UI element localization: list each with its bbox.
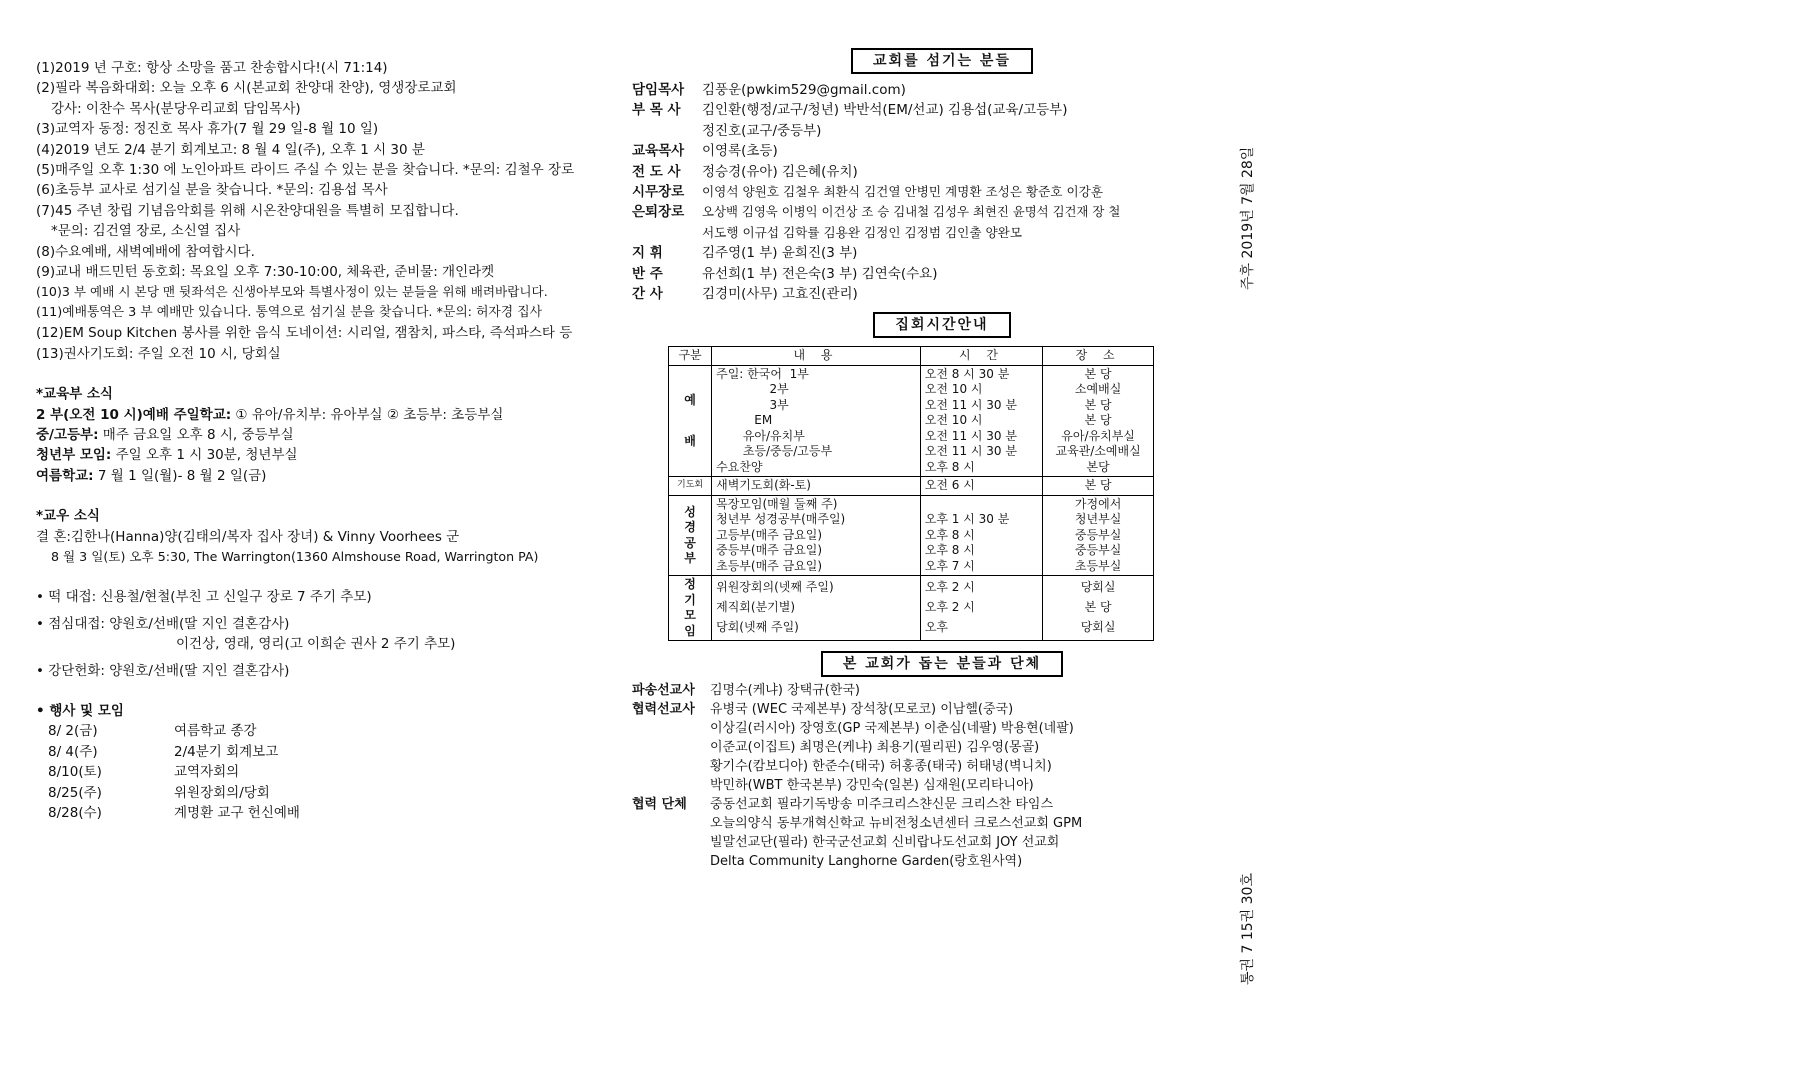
missions-row-continued: 이준교(이집트) 최명은(케냐) 최용기(필리핀) 김우영(몽골) [710,740,1040,756]
schedule-row-worship [669,365,1154,477]
staff-row: 은퇴장로 오상백 김영욱 이병익 이건상 조 승 김내철 김성우 최현진 윤명석 김건재 장 철 [632,204,1121,221]
missions-row-continued: 박민하(WBT 한국본부) 강민숙(일본) 심재원(모리타니아) [710,778,1034,794]
missions-row-continued: Delta Community Langhorne Garden(랑호원사역) [710,854,1023,870]
rice-cake-offering: • 떡 대접: 신용철/현철(부친 고 신일구 장로 7 주기 추모) [36,589,372,606]
education-item: 여름학교: 7 월 1 일(월)- 8 월 2 일(금) [36,467,267,484]
wedding-line: 결 혼:김한나(Hanna)양(김태의/복자 집사 장녀) & Vinny Voorhees 군 [36,528,460,545]
regular-meetings-content: 위원장회의(넷째 주일) 제직회(분기별) 당회(넷째 주일) [712,576,921,641]
announcement-item: (13)권사기도회: 주일 오전 10 시, 당회실 [36,345,281,362]
lunch-offering: 이건상, 영래, 영리(고 이희순 권사 2 주기 추모) [176,636,456,653]
education-item: 중/고등부: 매주 금요일 오후 8 시, 중등부실 [36,426,294,443]
bible-study-time: 오후 1 시 30 분 오후 8 시 오후 8 시 오후 7 시 [920,495,1042,576]
staff-row: 전 도 사 정승경(유아) 김은혜(유치) [632,163,858,180]
announcement-item: (8)수요예배, 새벽예배에 참여합시다. [36,243,255,260]
announcement-list [36,58,626,364]
header-content: 내 용 [712,347,921,366]
servers-title: 교회를 섬기는 분들 [851,48,1033,74]
staff-row: 반 주 유선희(1 부) 전은숙(3 부) 김연숙(수요) [632,265,938,282]
staff-row: 지 휘 김주영(1 부) 윤희진(3 부) [632,245,858,262]
announcement-item: (1)2019 년 구호: 항상 소망을 품고 찬송합시다!(시 71:14) [36,60,388,76]
event-row: 8/28(수) 계명환 교구 헌신예배 [48,805,300,821]
regular-meetings-time: 오후 2 시 오후 2 시 오후 [920,576,1042,641]
wedding-line: 8 월 3 일(토) 오후 5:30, The Warrington(1360 Almshouse Road, Warrington PA) [51,548,539,564]
announcement-item: (4)2019 년도 2/4 분기 회계보고: 8 월 4 일(주), 오후 1 시 30 분 [36,141,425,158]
prayer-content: 새벽기도회(화-토) [712,477,921,496]
announcement-item: (3)교역자 동정: 정진호 목사 휴가(7 월 29 일-8 월 10 일) [36,121,379,138]
staff-row: 간 사 김경미(사무) 고효진(관리) [632,286,858,303]
members-title: *교우 소식 [36,508,100,525]
announcement-item: *문의: 김건열 장로, 소신열 집사 [51,223,241,240]
schedule-title: 집회시간안내 [873,312,1010,338]
bible-study-place: 가정에서 청년부실 중등부실 중등부실 초등부실 [1043,495,1154,576]
bible-study-content: 목장모임(매월 둘째 주) 청년부 성경공부(매주일) 고등부(매주 금요일) 중등부(매주 금요일) 초등부(매주 금요일) [712,495,921,576]
schedule-row-bible-study [669,495,1154,576]
bulletin-date: 주후 2019년 7월 28일 [1240,146,1256,290]
category-worship: 예 배 [669,365,712,477]
header-category: 구분 [669,347,712,366]
category-bible-study: 성 경 공 부 [669,495,712,576]
announcement-item: (11)예배통역은 3 부 예배만 있습니다. 통역으로 섬기실 분을 찾습니다. *문의: 허자경 집사 [36,304,542,320]
announcement-item: (5)매주일 오후 1:30 에 노인아파트 라이드 주실 수 있는 분을 찾습니다. *문의: 김철우 장로 [36,162,575,179]
schedule-table [668,346,1154,641]
staff-row: 부 목 사 김인환(행정/교구/청년) 박반석(EM/선교) 김용섭(교육/고등부) [632,102,1068,119]
announcement-item: (9)교내 배드민턴 동호회: 목요일 오후 7:30-10:00, 체육관, 준비물: 개인라켓 [36,264,495,281]
staff-row: 담임목사 김풍운(pwkim529@gmail.com) [632,82,906,98]
event-row: 8/ 2(금) 여름학교 종강 [48,723,257,740]
missions-list [632,681,1252,871]
prayer-place: 본 당 [1043,477,1154,496]
category-prayer: 기도회 [669,477,712,496]
missions-row: 협력선교사 유병국 (WEC 국제본부) 장석창(모로코) 이남헬(중국) [632,702,1014,718]
missions-row-continued: 빌말선교단(필라) 한국군선교회 신비랍나도선교회 JOY 선교회 [710,835,1060,851]
header-place: 장 소 [1043,347,1154,366]
missions-row: 파송선교사 김명수(케냐) 장택규(한국) [632,683,860,699]
announcement-item: (7)45 주년 창립 기념음악회를 위해 시온찬양대원을 특별히 모집합니다. [36,202,459,219]
events-title: • 행사 및 모임 [36,702,124,719]
missions-title: 본 교회가 돕는 분들과 단체 [821,651,1063,677]
regular-meetings-place: 당회실 본 당 당회실 [1043,576,1154,641]
staff-row: 교육목사 이영록(초등) [632,143,778,160]
education-title: *교육부 소식 [36,386,113,403]
worship-content: 주일: 한국어 1부 2부 3부 EM 유아/유치부 초등/중등/고등부 수요찬양 [712,365,921,477]
staff-list [632,80,1252,304]
missions-section-header [632,651,1252,677]
announcement-item: (6)초등부 교사로 섬기실 분을 찾습니다. *문의: 김용섭 목사 [36,182,388,199]
schedule-section-header [632,312,1252,338]
event-row: 8/ 4(주) 2/4분기 회계보고 [48,743,279,760]
servers-section-header [632,48,1252,74]
missions-row-continued: 황기수(캄보디아) 한준수(태국) 허홍종(태국) 허태녕(벽니치) [710,759,1052,775]
left-column [36,58,626,823]
worship-place: 본 당 소예배실 본 당 본 당 유아/유치부실 교육관/소예배실 본당 [1043,365,1154,477]
missions-row: 협력 단체 중동선교회 필라기독방송 미주크리스챤신문 크리스찬 타임스 [632,797,1054,813]
lunch-offering: • 점심대접: 양원호/선배(딸 지인 결혼감사) [36,615,290,632]
right-column [632,48,1252,871]
prayer-time: 오전 6 시 [920,477,1042,496]
education-item: 2 부(오전 10 시)예배 주일학교: ① 유아/유치부: 유아부실 ② 초등부: 초등부실 [36,406,504,423]
announcement-item: 강사: 이찬수 목사(분당우리교회 담임목사) [51,100,301,117]
announcement-item: (12)EM Soup Kitchen 봉사를 위한 음식 도네이션: 시리얼, 잼참치, 파스타, 즉석파스타 등 [36,325,573,342]
schedule-row-regular-meetings [669,576,1154,641]
announcement-item: (2)필라 복음화대회: 오늘 오후 6 시(본교회 찬양대 찬양), 영생장로교회 [36,80,457,97]
education-item: 청년부 모임: 주일 오후 1 시 30분, 청년부실 [36,447,298,464]
announcement-item: (10)3 부 예배 시 본당 맨 뒷좌석은 신생아부모와 특별사정이 있는 분들을 위해 배려바랍니다. [36,284,548,300]
schedule-row-prayer [669,477,1154,496]
event-row: 8/25(주) 위원장회의/당회 [48,784,270,801]
staff-row-continued: 정진호(교구/중등부) [702,122,822,139]
schedule-header-row [669,347,1154,366]
staff-row-continued: 서도행 이규섭 김학률 김용완 김정인 김정범 김인출 양완모 [702,224,1022,240]
bulletin-volume: 통권 7 15권 30호 [1240,873,1256,985]
missions-row-continued: 이상길(러시아) 장영호(GP 국제본부) 이춘심(네팔) 박용현(네팔) [710,721,1074,737]
event-row: 8/10(토) 교역자회의 [48,764,240,781]
worship-time: 오전 8 시 30 분 오전 10 시 오전 11 시 30 분 오전 10 시 오전 11 시 30 분 오전 11 시 30 분 오후 8 시 [920,365,1042,477]
missions-row-continued: 오늘의양식 동부개혁신학교 뉴비전청소년센터 크로스선교회 GPM [710,816,1083,832]
staff-row: 시무장로 이영석 양원호 김철우 최환식 김건열 안병민 계명환 조성은 황준호 이강훈 [632,184,1103,201]
altar-flowers: • 강단헌화: 양원호/선배(딸 지인 결혼감사) [36,662,290,679]
category-regular-meetings: 정 기 모 임 [669,576,712,641]
header-time: 시 간 [920,347,1042,366]
